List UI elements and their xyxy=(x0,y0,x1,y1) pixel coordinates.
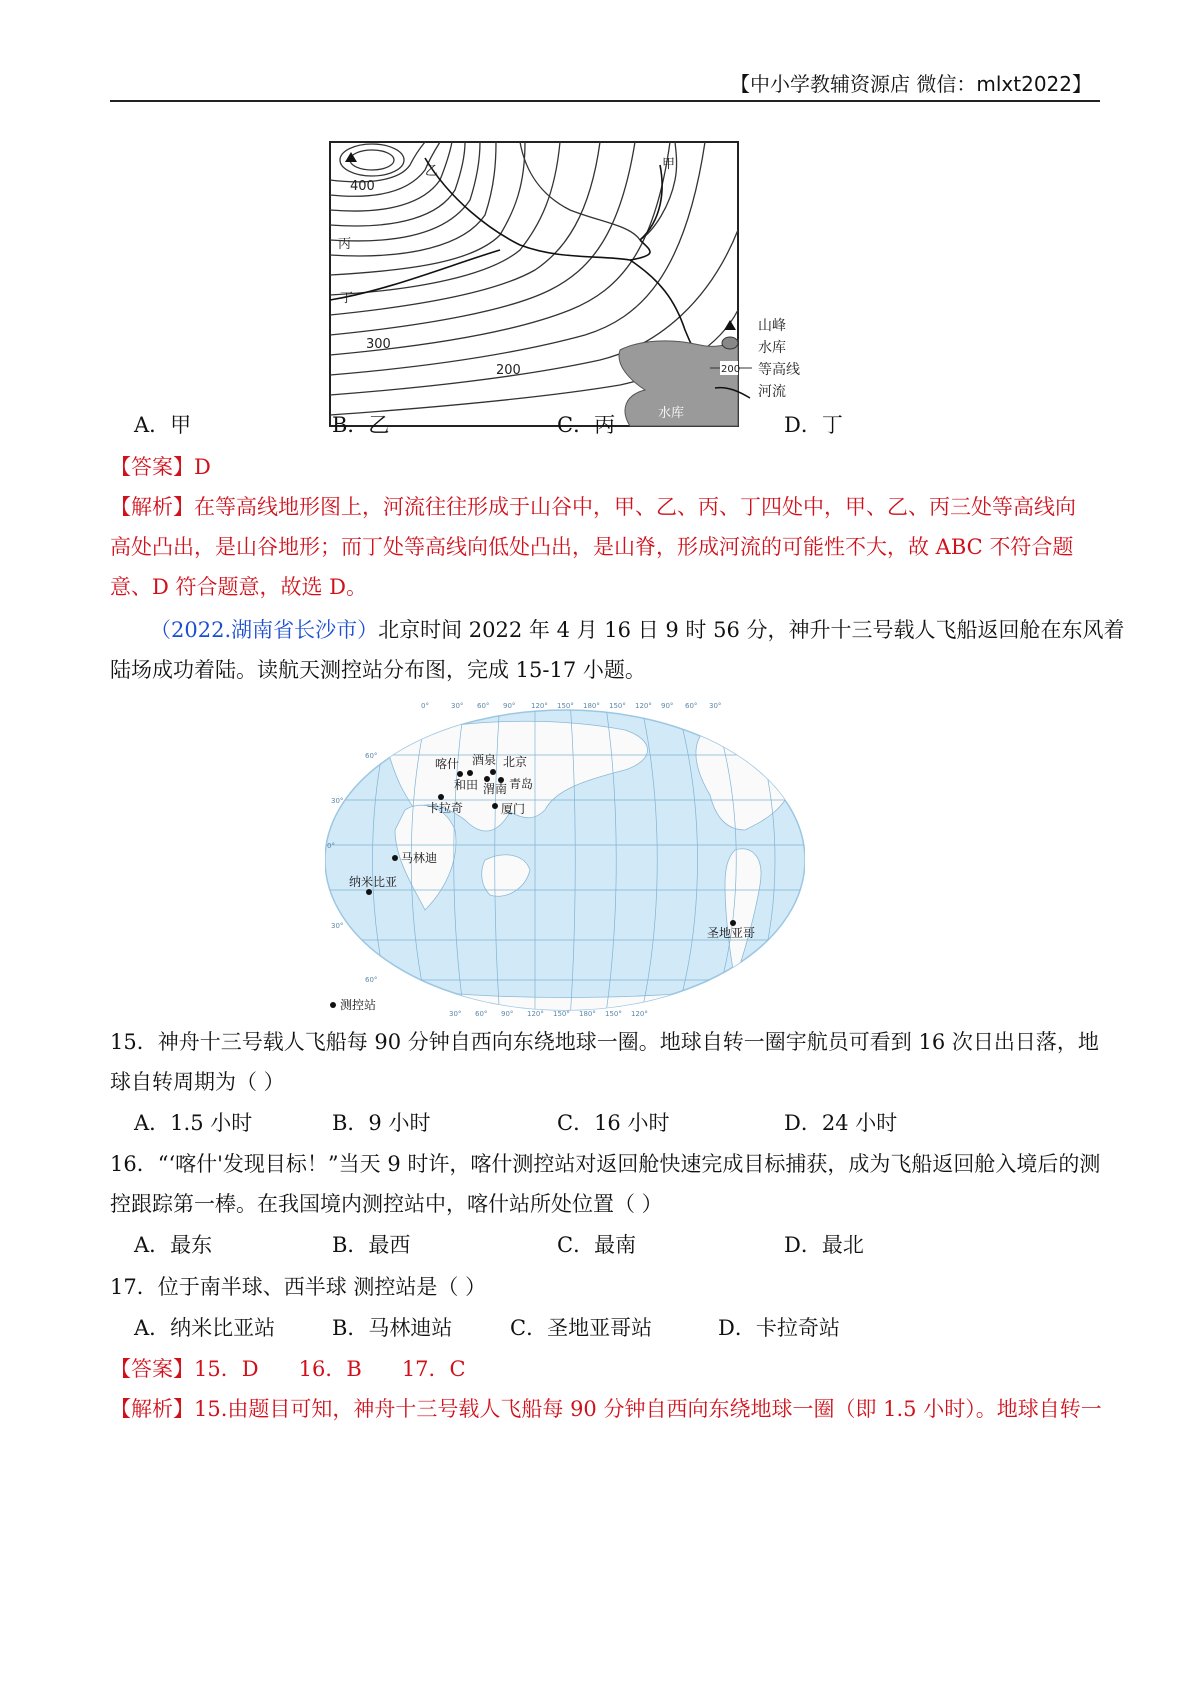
label-jia: 甲 xyxy=(662,157,676,172)
station-beijing-dot xyxy=(490,769,496,775)
bottom-tick-1: 30° xyxy=(449,1010,462,1018)
bottom-tick-4: 120° xyxy=(527,1010,544,1018)
q16-option-b: B．最西 xyxy=(332,1233,411,1257)
station-namibia-dot xyxy=(366,889,372,895)
station-jiuquan: 酒泉 xyxy=(472,753,497,767)
top-tick-7: 180° xyxy=(583,702,600,710)
lat-tick-3: 0° xyxy=(327,842,335,850)
station-kashgar-dot xyxy=(457,771,463,777)
q14-analysis-line1: 【解析】在等高线地形图上，河流往往形成于山谷中，甲、乙、丙、丁四处中，甲、乙、丙三处等高线向 xyxy=(110,495,1076,519)
station-santiago: 圣地亚哥 xyxy=(707,926,756,940)
bottom-tick-6: 180° xyxy=(579,1010,596,1018)
top-tick-10: 90° xyxy=(661,702,674,710)
station-malindi: 马林迪 xyxy=(401,851,438,865)
header-divider xyxy=(110,100,1100,102)
q15-line2: 球自转周期为（ ） xyxy=(110,1070,285,1094)
q15-option-c: C．16 小时 xyxy=(557,1111,670,1135)
page-header: 【中小学教辅资源店 微信：mlxt2022】 xyxy=(730,72,1092,96)
top-tick-2: 30° xyxy=(451,702,464,710)
legend-peak: 山峰 xyxy=(758,318,786,334)
station-karachi: 卡拉奇 xyxy=(427,801,464,815)
q16-option-c: C．最南 xyxy=(557,1233,637,1257)
q14-answer: 【答案】D xyxy=(110,455,211,479)
q15-option-a: A．1.5 小时 xyxy=(134,1111,253,1135)
top-tick-11: 60° xyxy=(685,702,698,710)
intro-line1: （2022.湖南省长沙市）北京时间 2022 年 4 月 16 日 9 时 56 分，神升十三号载人飞船返回舱在东风着 xyxy=(150,618,1125,642)
station-hetian: 和田 xyxy=(454,778,479,792)
station-jiuquan-dot xyxy=(467,770,473,776)
q14-option-d: D．丁 xyxy=(784,413,843,437)
legend-reservoir-icon xyxy=(722,337,738,349)
station-namibia: 纳米比亚 xyxy=(349,875,398,889)
station-kashgar: 喀什 xyxy=(435,757,460,771)
q16-line2: 控跟踪第一棒。在我国境内测控站中，喀什站所处位置（ ） xyxy=(110,1192,663,1216)
legend-station: 测控站 xyxy=(340,998,377,1012)
top-tick-8: 150° xyxy=(609,702,626,710)
lat-tick-5: 60° xyxy=(365,976,378,984)
label-yi: 乙 xyxy=(425,164,439,179)
top-tick-9: 120° xyxy=(635,702,652,710)
q17-option-c: C．圣地亚哥站 xyxy=(510,1316,653,1340)
bottom-tick-7: 150° xyxy=(605,1010,622,1018)
reservoir-label: 水库 xyxy=(658,406,685,421)
station-weinan: 渭南 xyxy=(483,782,508,796)
station-beijing: 北京 xyxy=(503,755,528,769)
q14-option-a: A．甲 xyxy=(134,413,192,437)
q17-option-a: A．纳米比亚站 xyxy=(134,1316,276,1340)
label-ding: 丁 xyxy=(340,291,354,306)
top-tick-6: 150° xyxy=(557,702,574,710)
bottom-tick-3: 90° xyxy=(501,1010,514,1018)
contour-300: 300 xyxy=(366,337,391,352)
legend-station-dot xyxy=(330,1002,336,1008)
q15-option-b: B．9 小时 xyxy=(332,1111,431,1135)
contour-200: 200 xyxy=(496,363,521,378)
bottom-tick-2: 60° xyxy=(475,1010,488,1018)
q16-line1: 16．“‘喀什'发现目标！”当天 9 时许，喀什测控站对返回舱快速完成目标捕获，成为飞船返回舱入境后的测 xyxy=(110,1152,1101,1176)
station-malindi-dot xyxy=(392,855,398,861)
station-xiamen-dot xyxy=(492,803,498,809)
q17-line1: 17．位于南半球、西半球 测控站是（ ） xyxy=(110,1275,487,1299)
q17-option-d: D．卡拉奇站 xyxy=(718,1316,840,1340)
station-qingdao: 青岛 xyxy=(509,777,534,791)
q17-option-b: B．马林迪站 xyxy=(332,1316,453,1340)
station-karachi-dot xyxy=(438,794,444,800)
intro-line2: 陆场成功着陆。读航天测控站分布图，完成 15-17 小题。 xyxy=(110,658,646,682)
legend-contour-sample: 200 xyxy=(721,364,741,375)
bottom-tick-5: 150° xyxy=(553,1010,570,1018)
station-xiamen: 厦门 xyxy=(501,802,526,816)
q16-option-a: A．最东 xyxy=(134,1233,213,1257)
q14-option-b: B．乙 xyxy=(332,413,390,437)
label-bing: 丙 xyxy=(338,237,352,252)
q14-option-c: C．丙 xyxy=(557,413,616,437)
lat-tick-2: 30° xyxy=(331,797,344,805)
top-tick-12: 30° xyxy=(709,702,722,710)
legend-river: 河流 xyxy=(758,384,786,400)
world-map-figure xyxy=(325,700,805,1020)
q15-line1: 15．神舟十三号载人飞船每 90 分钟自西向东绕地球一圈。地球自转一圈宇航员可看到 16 次日出日落，地 xyxy=(110,1030,1099,1054)
lat-tick-1: 60° xyxy=(365,752,378,760)
analysis-15: 【解析】15.由题目可知，神舟十三号载人飞船每 90 分钟自西向东绕地球一圈（即 1.5 小时）。地球自转一 xyxy=(110,1397,1102,1421)
contour-map-figure xyxy=(300,140,900,440)
top-tick-5: 120° xyxy=(531,702,548,710)
bottom-tick-8: 120° xyxy=(631,1010,648,1018)
lat-tick-4: 30° xyxy=(331,922,344,930)
legend-contour: 等高线 xyxy=(758,362,800,378)
q14-analysis-line2: 高处凸出，是山谷地形；而丁处等高线向低处凸出，是山脊，形成河流的可能性不大，故 ABC 不符合题 xyxy=(110,535,1074,559)
top-tick-3: 60° xyxy=(477,702,490,710)
q16-option-d: D．最北 xyxy=(784,1233,864,1257)
legend-reservoir: 水库 xyxy=(758,340,786,356)
q14-analysis-line3: 意、D 符合题意，故选 D。 xyxy=(110,575,368,599)
contour-400: 400 xyxy=(350,179,375,194)
q15-option-d: D．24 小时 xyxy=(784,1111,898,1135)
answers-15-17: 【答案】15．D 16．B 17．C xyxy=(110,1357,466,1381)
top-tick-4: 90° xyxy=(503,702,516,710)
top-tick-1: 0° xyxy=(421,702,429,710)
